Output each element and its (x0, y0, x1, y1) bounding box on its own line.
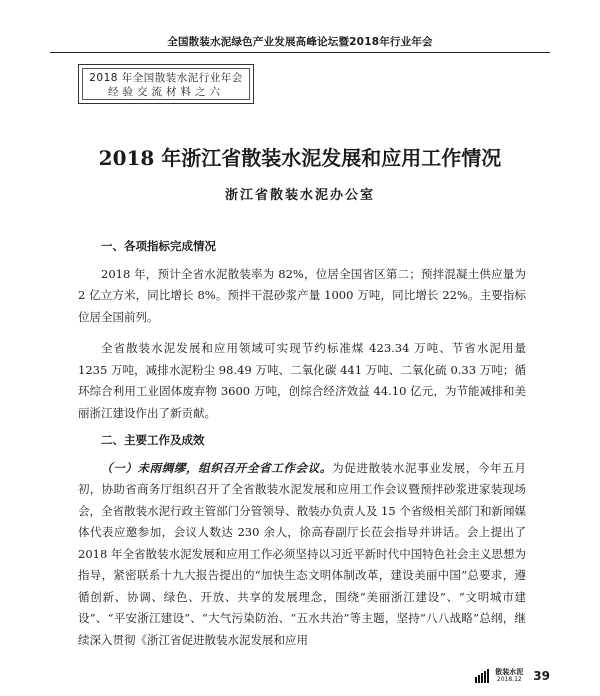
footer-magazine-name: 散装水泥 (495, 668, 524, 676)
series-box (78, 64, 254, 104)
section-1-paragraph-2: 全省散装水泥发展和应用领域可实现节约标准煤 423.34 万吨、节省水泥用量 1235 万吨，减排水泥粉尘 98.49 万吨、二氧化碳 441 万吨、二氧化硫 0.33 万吨；循环综合利用工业固体废弃物 3600 万吨，创综合经济效益 44.10 亿元，为节能减排和美丽浙江建设作出了新贡献。 (78, 341, 526, 420)
article-body (78, 236, 526, 651)
footer-magazine (495, 669, 523, 683)
section-2-subheading-1: （一）未雨绸缪，组织召开全省工作会议。 (101, 460, 333, 475)
section-1-heading: 一、各项指标完成情况 (101, 239, 216, 253)
running-header: 全国散装水泥绿色产业发展高峰论坛暨2018年行业年会 (167, 36, 433, 48)
section-2-paragraph-1 (78, 458, 526, 652)
footer-issue: 2018.12 (496, 676, 522, 683)
barcode-decoration (475, 669, 489, 683)
section-1-paragraph-1: 2018 年，预计全省水泥散装率为 82%，位居全国省区第二；预拌混凝土供应量为 2 亿立方米，同比增长 8%。预拌干混砂浆产量 1000 万吨，同比增长 22%。主要指标位居全国前列。 (78, 266, 526, 324)
series-line-2: 经验交流材料之六 (108, 86, 224, 98)
series-box-inner (82, 68, 250, 100)
page-number: 39 (533, 669, 550, 683)
section-2-paragraph-1-text: 为促进散装水泥事业发展，今年五月初，协助省商务厅组织召开了全省散装水泥发展和应用工作会议暨预拌砂浆进家装现场会，全省散装水泥行政主管部门分管领导、散装办负责人及 15 个省级相关部门和新闻媒体代表应邀参加，会议人数达 230 余人，徐高春副厅长莅会指导并讲话。会上提出了 2018 年全省散装水泥发展和应用工作必须坚持以习近平新时代中国特色社会主义思想为指导，紧密联系十九大报告提出的“加快生态文明体制改革，建设美丽中国”总要求，遵循创新、协调、绿色、开放、共享的发展理念，围绕“美丽浙江建设”、“文明城市建设”、“平安浙江建设”、“大气污染防治、“五水共治”等主题，坚持“八八战略”总纲，继续深入贯彻《浙江省促进散装水泥发展和应用 (78, 460, 527, 647)
article-author: 浙江省散装水泥办公室 (224, 188, 375, 203)
article-title: 2018 年浙江省散装水泥发展和应用工作情况 (98, 146, 502, 170)
page-footer (475, 664, 550, 688)
section-2-heading: 二、主要工作及成效 (101, 433, 205, 447)
series-line-1: 2018 年全国散装水泥行业年会 (89, 72, 243, 84)
header-rule (50, 52, 550, 53)
